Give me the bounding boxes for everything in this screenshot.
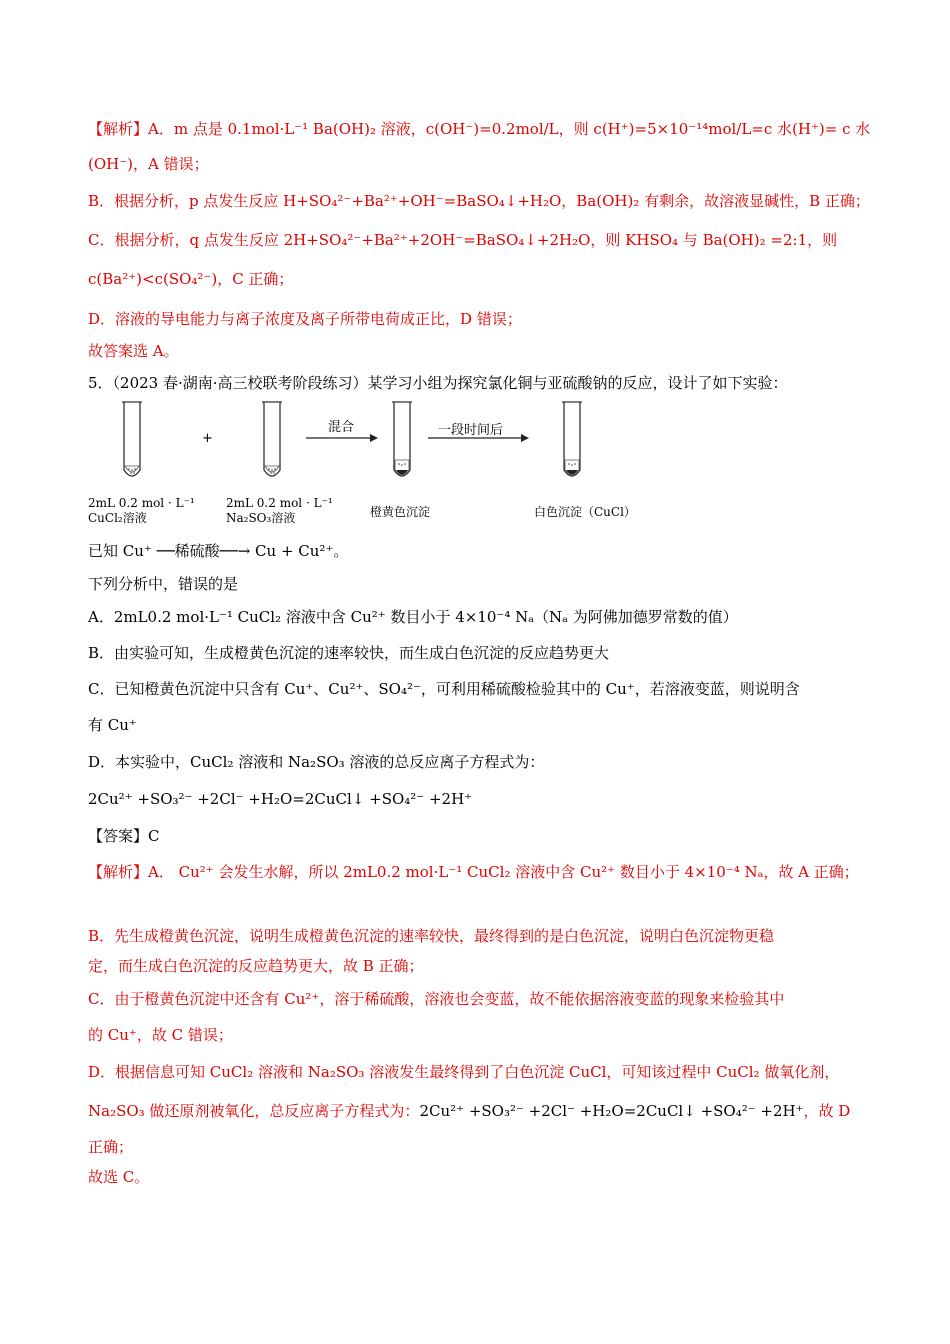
tube4-label: 白色沉淀（CuCl） bbox=[534, 505, 636, 519]
mix-arrow bbox=[306, 434, 378, 442]
tube2-label-solution: Na₂SO₃溶液 bbox=[226, 511, 296, 525]
option-a: A．2mL0.2 mol·L⁻¹ CuCl₂ 溶液中含 Cu²⁺ 数目小于 4×10⁻⁴ Nₐ（Nₐ 为阿佛加德罗常数的值） bbox=[88, 608, 738, 626]
analysis-prev-conclusion: 故答案选 A。 bbox=[88, 342, 179, 360]
analysis-option-d-equation: Na₂SO₃ 做还原剂被氧化，总反应离子方程式为：2Cu²⁺ +SO₃²⁻ +2Cl⁻ +H₂O=2CuCl↓ +SO₄²⁻ +2H⁺，故 D bbox=[88, 1102, 851, 1120]
analysis-option-d: D．根据信息可知 CuCl₂ 溶液和 Na₂SO₃ 溶液发生最终得到了白色沉淀 CuCl，可知该过程中 CuCl₂ 做氧化剂， bbox=[88, 1063, 840, 1081]
analysis-option-c-cont: 的 Cu⁺，故 C 错误； bbox=[88, 1026, 233, 1044]
option-d-equation: 2Cu²⁺ +SO₃²⁻ +2Cl⁻ +H₂O=2CuCl↓ +SO₄²⁻ +2H⁺ bbox=[88, 790, 473, 808]
test-tube-cucl2 bbox=[122, 402, 142, 476]
tube2-label-concentration: 2mL 0.2 mol · L⁻¹ bbox=[226, 496, 333, 510]
analysis-prev-option-b: B．根据分析，p 点发生反应 H+SO₄²⁻+Ba²⁺+OH⁻=BaSO₄↓+H₂O，Ba(OH)₂ 有剩余，故溶液显碱性，B 正确； bbox=[88, 192, 870, 210]
plus-sign: + bbox=[202, 431, 213, 446]
test-tube-white-precipitate bbox=[562, 402, 582, 476]
analysis-prev-option-c: C．根据分析，q 点发生反应 2H+SO₄²⁻+Ba²⁺+2OH⁻=BaSO₄↓+2H₂O，则 KHSO₄ 与 Ba(OH)₂ =2:1，则 bbox=[88, 231, 838, 249]
analysis-option-b-cont: 定，而生成白色沉淀的反应趋势更大，故 B 正确； bbox=[88, 957, 424, 975]
time-label: 一段时间后 bbox=[438, 423, 504, 438]
analysis-option-b: B．先生成橙黄色沉淀，说明生成橙黄色沉淀的速率较快，最终得到的是白色沉淀，说明白色沉淀物更稳 bbox=[88, 927, 775, 945]
known-reaction: 已知 Cu⁺ ──稀硫酸──→ Cu + Cu²⁺。 bbox=[88, 542, 349, 560]
analysis-prev-line-1: 【解析】A．m 点是 0.1mol·L⁻¹ Ba(OH)₂ 溶液，c(OH⁻)=0.2mol/L，则 c(H⁺)=5×10⁻¹⁴mol/L=c 水(H⁺)= c 水 bbox=[88, 120, 871, 138]
tube1-label-concentration: 2mL 0.2 mol · L⁻¹ bbox=[88, 496, 195, 510]
analysis-prev-option-d: D．溶液的导电能力与离子浓度及离子所带电荷成正比，D 错误； bbox=[88, 310, 522, 328]
question-5-stem: 5．（2023 春·湖南·高三校联考阶段练习）某学习小组为探究氯化铜与亚硫酸钠的反应，设计了如下实验： bbox=[88, 374, 788, 392]
mix-label: 混合 bbox=[328, 420, 355, 435]
analysis-prev-line-2: (OH⁻)，A 错误； bbox=[88, 155, 209, 173]
analysis-conclusion: 故选 C。 bbox=[88, 1168, 150, 1186]
question-prompt: 下列分析中，错误的是 bbox=[88, 575, 239, 593]
option-d: D．本实验中，CuCl₂ 溶液和 Na₂SO₃ 溶液的总反应离子方程式为： bbox=[88, 753, 545, 771]
option-c: C．已知橙黄色沉淀中只含有 Cu⁺、Cu²⁺、SO₄²⁻，可利用稀硫酸检验其中的 Cu⁺，若溶液变蓝，则说明含 bbox=[88, 680, 800, 698]
tube3-label: 橙黄色沉淀 bbox=[370, 505, 431, 519]
test-tube-na2so3 bbox=[262, 402, 282, 476]
test-tube-orange-precipitate bbox=[392, 402, 412, 476]
option-c-cont: 有 Cu⁺ bbox=[88, 716, 137, 734]
analysis-option-c: C．由于橙黄色沉淀中还含有 Cu²⁺，溶于稀硫酸，溶液也会变蓝，故不能依据溶液变蓝的现象来检验其中 bbox=[88, 990, 785, 1008]
experiment-diagram bbox=[88, 398, 648, 488]
analysis-prev-option-c-cont: c(Ba²⁺)<c(SO₄²⁻)，C 正确； bbox=[88, 270, 294, 288]
analysis-option-d-cont bbox=[88, 1101, 850, 1121]
tube1-label-solution: CuCl₂溶液 bbox=[88, 511, 147, 525]
answer: 【答案】C bbox=[88, 827, 160, 845]
analysis-option-a: 【解析】A． Cu²⁺ 会发生水解，所以 2mL0.2 mol·L⁻¹ CuCl₂ 溶液中含 Cu²⁺ 数目小于 4×10⁻⁴ Nₐ，故 A 正确； bbox=[88, 863, 859, 881]
analysis-option-d-end: 正确； bbox=[88, 1138, 134, 1156]
option-b: B．由实验可知，生成橙黄色沉淀的速率较快，而生成白色沉淀的反应趋势更大 bbox=[88, 644, 610, 662]
